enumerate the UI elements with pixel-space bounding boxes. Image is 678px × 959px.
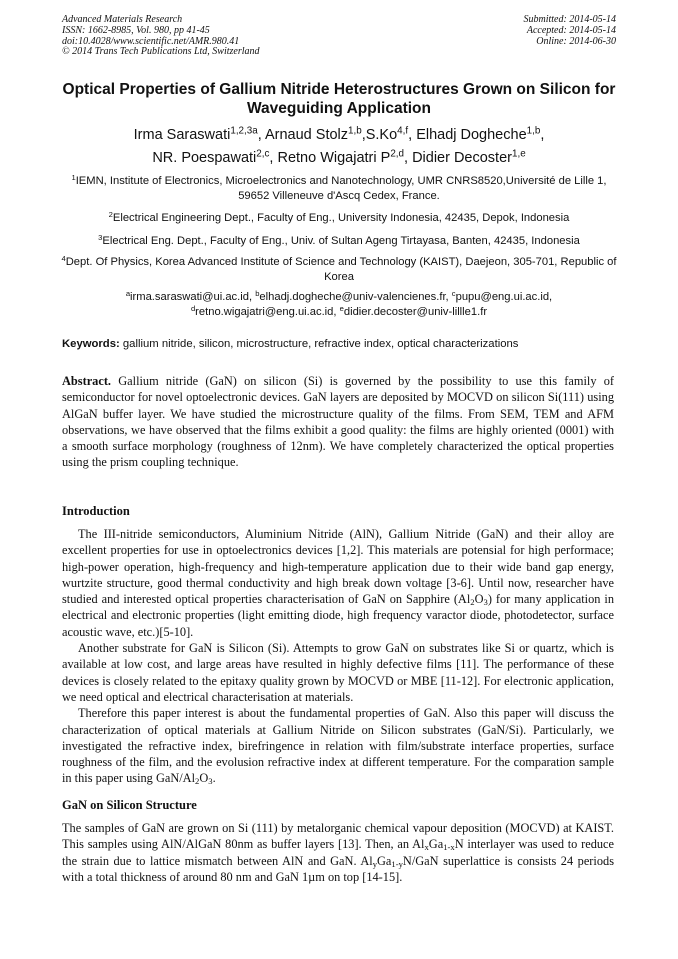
section-heading-introduction: Introduction xyxy=(62,504,130,518)
affiliation-text: Dept. Of Physics, Korea Advanced Institute of Science and Technology (KAIST), Daejeon, 305-701, Republic of Korea xyxy=(65,256,617,283)
email-marker: e xyxy=(339,303,344,313)
keywords xyxy=(62,338,618,350)
subscript: 1-y xyxy=(391,858,403,869)
text-run: . xyxy=(212,771,216,786)
affiliation-text: IEMN, Institute of Electronics, Microelectronics and Nanotechnology, UMR CNRS8520,Université de Lille 1, 59652 Villeneuve d'Ascq Cedex, France. xyxy=(75,175,607,202)
subscript: 1-x xyxy=(443,842,455,853)
section-heading-gan-on-silicon: GaN on Silicon Structure xyxy=(62,798,197,812)
author-name: Retno Wigajatri P xyxy=(277,150,391,166)
introduction-body xyxy=(62,526,614,787)
email-marker: c xyxy=(451,288,456,298)
subscript: y xyxy=(372,858,378,869)
text-run: O xyxy=(199,771,209,786)
author-affil: 1,e xyxy=(511,148,526,160)
author-sep: , xyxy=(408,127,417,143)
affiliation-number: 2 xyxy=(108,209,113,219)
section-body xyxy=(62,820,614,885)
author-sep: , xyxy=(404,150,413,166)
email-link[interactable]: elhadj.dogheche@univ-valencienes.fr, xyxy=(259,291,452,303)
email-marker: d xyxy=(190,303,196,313)
author-name: NR. Poespawati xyxy=(152,150,257,166)
author-sep: , xyxy=(257,127,265,143)
author-affil: 1,b xyxy=(348,125,362,137)
publication-dates xyxy=(524,15,617,47)
affiliation xyxy=(58,234,620,249)
author-name: S.Ko xyxy=(365,127,398,143)
author-list xyxy=(40,124,638,170)
accepted-date: Accepted: 2014-05-14 xyxy=(526,24,616,36)
affiliation xyxy=(58,255,620,284)
keywords-label: Keywords: xyxy=(62,338,120,350)
affiliation-text: Electrical Engineering Dept., Faculty of Eng., University Indonesia, 42435, Depok, Indonesia xyxy=(112,212,570,224)
paragraph xyxy=(62,705,614,786)
text-run: O xyxy=(474,592,484,607)
paragraph: Another substrate for GaN is Silicon (Si). Attempts to grow GaN on substrates like Si or quartz, which is available at low cost, and large areas have resulted in highly defective films [11]. The performance of these devices is closely related to the epitaxy quality grown by MOCVD or MBE [11-12]. For electronic application, we need optical and electrical characterisation at materials. xyxy=(62,641,614,704)
email-marker: a xyxy=(125,288,131,298)
journal-name: Advanced Materials Research xyxy=(62,14,183,25)
subscript: 2 xyxy=(470,597,475,608)
journal-issn: ISSN: 1662-8985, Vol. 980, pp 41-45 xyxy=(62,24,210,36)
author-sep: , xyxy=(361,127,366,143)
email-link[interactable]: pupu@eng.ui.ac.id, xyxy=(455,291,553,303)
affiliation xyxy=(58,211,620,226)
text-run: N interlayer was used to reduce the strain due to lattice mismatch between AlN and GaN. Al xyxy=(62,837,615,868)
author-affil: 1,2,3a xyxy=(230,125,258,137)
author-affil: 2,c xyxy=(256,148,270,160)
paragraph xyxy=(62,526,614,640)
online-date: Online: 2014-06-30 xyxy=(536,35,616,47)
email-link[interactable]: didier.decoster@univ-lillle1.fr xyxy=(343,305,488,318)
affiliation-number: 3 xyxy=(98,232,103,242)
subscript: 2 xyxy=(195,776,200,787)
email-list xyxy=(90,290,588,319)
author-sep: , xyxy=(269,150,278,166)
journal-info xyxy=(62,15,260,58)
subscript: 3 xyxy=(208,776,213,787)
text-run: The samples of GaN are grown on Si (111) by metalorganic chemical vapour deposition (MOCVD) at KAIST. This samples using AlN/AlGaN 80nm as buffer layers [13]. Then, an Al xyxy=(62,821,614,852)
affiliation xyxy=(58,174,620,203)
author-name: Arnaud Stolz xyxy=(264,127,349,143)
subscript: x xyxy=(424,842,429,853)
journal-doi: doi:10.4028/www.scientific.net/AMR.980.41 xyxy=(62,35,240,47)
affiliation-text: Electrical Eng. Dept., Faculty of Eng., Univ. of Sultan Ageng Tirtayasa, Banten, 42435, Indonesia xyxy=(102,235,580,247)
text-run: Ga xyxy=(377,853,392,868)
author-name: Elhadj Dogheche xyxy=(416,127,527,143)
author-affil: 1,b xyxy=(526,125,541,137)
author-affil: 4,f xyxy=(397,125,409,137)
text-run: Ga xyxy=(428,837,444,852)
email-marker: b xyxy=(255,288,260,298)
paragraph xyxy=(62,820,614,885)
author-name: Didier Decoster xyxy=(412,150,512,166)
email-link[interactable]: irma.saraswati@ui.ac.id, xyxy=(130,291,256,303)
text-run: The III-nitride semiconductors, Aluminium Nitride (AlN), Gallium Nitride (GaN) and their alloy are excellent properties for use in optoelectronics devices [1,2]. This materials are potensial for high performace; high-power operation, high-frequency and high-temperature application due to their wide band gap energy, wurtzite structure, good thermal conductivity and high break down voltage [3-6]. Until now, researcher have studied and interested optical properties characterisation of GaN on Sapphire (Al xyxy=(62,527,614,607)
author-name: Irma Saraswati xyxy=(133,127,231,143)
abstract-text: Gallium nitride (GaN) on silicon (Si) is governed by the possibility to use this family of semiconductor for novel optoelectronic devices. GaN layers are deposited by MOCVD on silicon Si(111) using AlGaN buffer layer. We have studied the microstructure quality of the films. From SEM, TEM and AFM observations, we have observed that the films exhibit a good quality: the films are highly oriented (0001) with a smooth surface morphology (roughness of 12nm). We have completely characterized the optical properties using the prism coupling technique. xyxy=(62,374,614,470)
abstract-label: Abstract. xyxy=(62,374,112,388)
text-run: Therefore this paper interest is about the fundamental properties of GaN. Also this paper will discuss the characterization of optical materials at Gallium Nitride on Silicon substrates (GaN/Si). Particularly, we investigated the refractive index, birefringence in relation with film/substrate interface properties, surface roughness of the film, and the evolusion refractive index at different temperature. For the comparation sample in this paper using GaN/Al xyxy=(62,706,614,786)
paper-title: Optical Properties of Gallium Nitride Heterostructures Grown on Silicon for Waveguiding Application xyxy=(62,81,616,117)
text-run: N/GaN superlattice is consists 24 periods with a total thickness of around 80 nm and GaN 1µm on top [14-15]. xyxy=(62,853,614,884)
submitted-date: Submitted: 2014-05-14 xyxy=(523,14,616,25)
author-affil: 2,d xyxy=(390,148,404,160)
subscript: 3 xyxy=(483,597,488,608)
journal-copyright: © 2014 Trans Tech Publications Ltd, Switzerland xyxy=(62,46,260,58)
affiliation-number: 4 xyxy=(61,253,66,263)
text-run: ) for many application in electrical and electronic properties (light emitting diode, high frequency varactor diode, photodetector, surface acoustic wave, etc.)[5-10]. xyxy=(62,592,614,639)
author-sep: , xyxy=(540,127,545,143)
email-link[interactable]: retno.wigajatri@eng.ui.ac.id, xyxy=(195,305,340,318)
keywords-text: gallium nitride, silicon, microstructure, refractive index, optical characterizations xyxy=(119,338,519,350)
affiliation-number: 1 xyxy=(71,172,76,182)
abstract xyxy=(62,373,614,471)
